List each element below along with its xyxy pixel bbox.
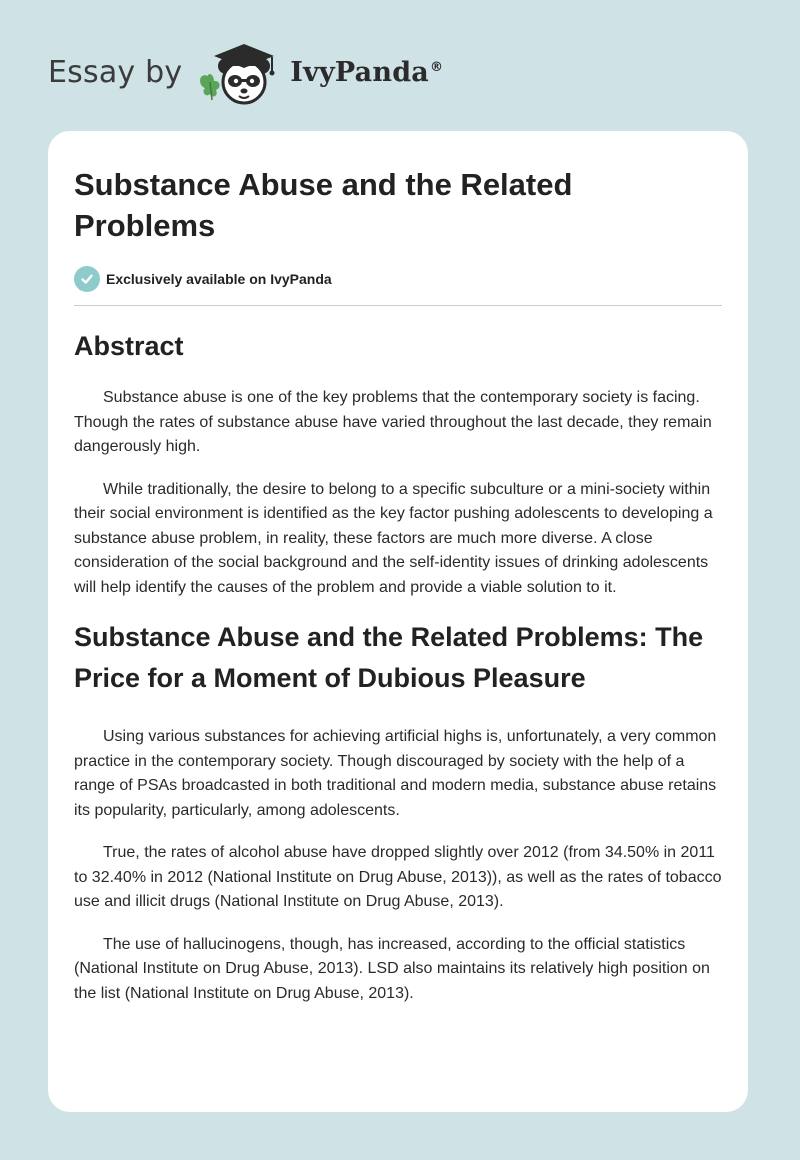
title-divider xyxy=(74,305,722,306)
paragraph: Substance abuse is one of the key problems that the contemporary society is facing. Though the rates of substance abuse have varied throughout the last decade, they remain dangerously high. xyxy=(74,389,712,455)
section-main xyxy=(74,617,722,1006)
paragraph: True, the rates of alcohol abuse have dropped slightly over 2012 (from 34.50% in 2011 to 32.40% in 2012 (National Institute on Drug Abuse, 2013)), as well as the rates of tobacco use and illicit drugs (National Institute on Drug Abuse, 2013). xyxy=(74,844,722,910)
panda-logo-icon xyxy=(196,36,286,108)
brand-name: IvyPanda® xyxy=(290,56,444,88)
paragraph: While traditionally, the desire to belong to a specific subculture or a mini-society within their social environment is identified as the key factor pushing adolescents to developing a substance abuse problem, in reality, these factors are much more diverse. A close consideration of the social background and the self-identity issues of drinking adolescents will help identify the causes of the problem and provide a viable solution to it. xyxy=(74,480,713,596)
check-icon xyxy=(74,266,100,292)
section-heading: Substance Abuse and the Related Problems: The Price for a Moment of Dubious Pleasure xyxy=(74,622,704,693)
registered-mark: ® xyxy=(429,59,444,75)
essay-by-label: Essay by xyxy=(48,54,183,90)
exclusive-label: Exclusively available on IvyPanda xyxy=(106,271,332,287)
section-abstract xyxy=(74,326,722,600)
site-header xyxy=(48,36,443,108)
paragraph: The use of hallucinogens, though, has increased, according to the official statistics (National Institute on Drug Abuse, 2013). LSD also maintains its relatively high position on the list (National Institute on Drug Abuse, 2013). xyxy=(74,935,710,1002)
essay-card xyxy=(48,131,748,1112)
exclusive-badge xyxy=(74,266,722,292)
essay-title: Substance Abuse and the Related Problems xyxy=(74,167,573,243)
section-heading: Abstract xyxy=(74,331,184,361)
paragraph: Using various substances for achieving artificial highs is, unfortunately, a very common practice in the contemporary society. Though discouraged by society with the help of a range of PSAs broadcasted in both traditional and modern media, substance abuse retains its popularity, particularly, among adolescents. xyxy=(74,728,717,819)
